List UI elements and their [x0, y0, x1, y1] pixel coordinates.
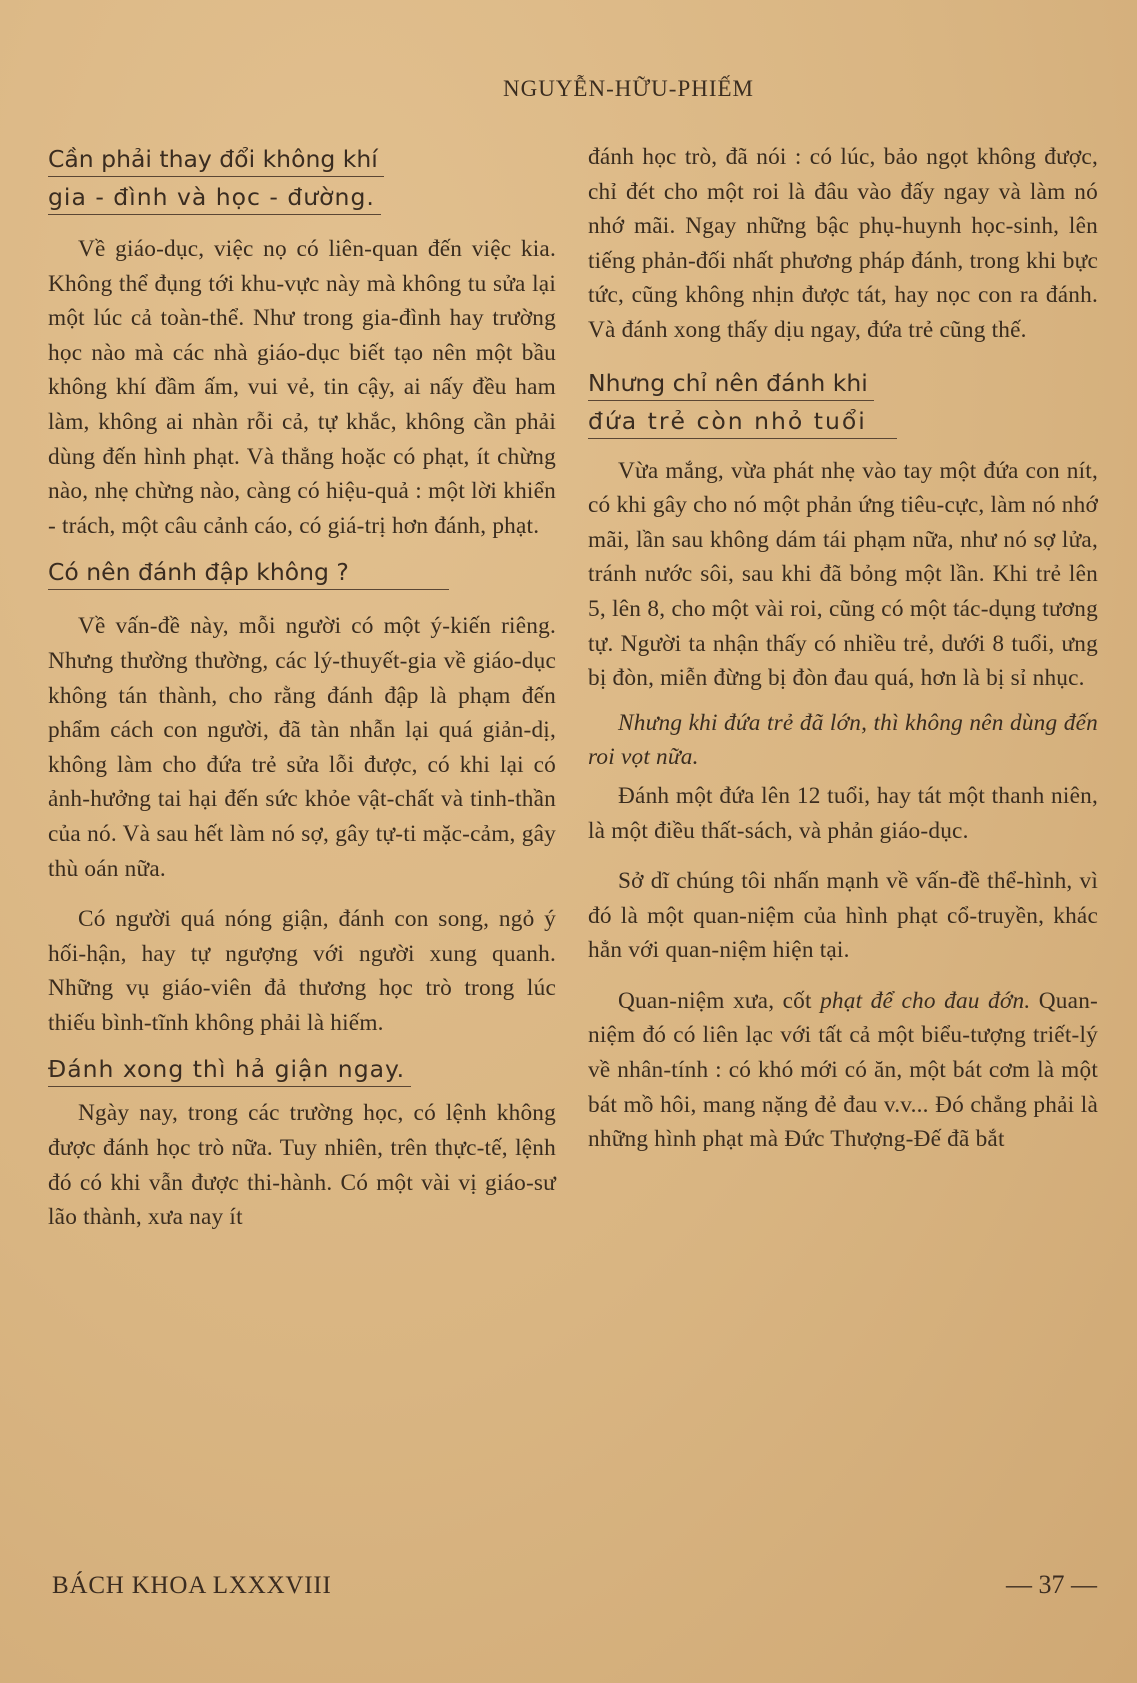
heading-line: Đánh xong thì hả giận ngay. [48, 1052, 411, 1087]
paragraph: Có người quá nóng giận, đánh con song, ngỏ ý hối-hận, hay tự ngượng với người xung quanh. Những vụ giáo-viên đả thương học trò trong lúc thiếu bình-tĩnh không phải là hiếm. [48, 906, 556, 1036]
heading-line: Cần phải thay đổi không khí [48, 142, 384, 177]
text-run: Quan-niệm đó có liên lạc với tất cả một biểu-tượng triết-lý về nhân-tính : có khó mới có ăn, một bát cơm là một bát mồ hôi, mang nặng đẻ đau v.v... Đó chẳng phải là những hình phạt mà Đức Thượng-Đế đã bắt [588, 987, 1098, 1153]
emphasis-text: phạt để cho đau đớn. [820, 987, 1031, 1014]
heading-line: đứa trẻ còn nhỏ tuổi [588, 404, 897, 439]
page-number: — 37 — [1006, 1570, 1097, 1599]
section-heading-1 [48, 140, 556, 216]
paragraph: Ngày nay, trong các trường học, có lệnh không được đánh học trò nữa. Tuy nhiên, trên thực-tế, lệnh đó có khi vẫn được thi-hành. Có một vài vị giáo-sư lão thành, xưa nay ít [48, 1100, 556, 1231]
paragraph: đánh học trò, đã nói : có lúc, bảo ngọt không được, chỉ đét cho một roi là đâu vào đấy ngay và làm nó nhớ mãi. Ngay những bậc phụ-huynh học-sinh, lên tiếng phản-đối nhất phương pháp đánh, trong khi bực tức, cũng không nhịn được tát, hay nọc con ra đánh. Và đánh xong thấy dịu ngay, đứa trẻ cũng thế. [588, 144, 1098, 343]
paragraph [588, 984, 1098, 1157]
left-column [48, 140, 556, 1245]
paragraph: Sở dĩ chúng tôi nhấn mạnh về vấn-đề thể-hình, vì đó là một quan-niệm của hình phạt cổ-truyền, khác hẳn với quan-niệm hiện tại. [588, 868, 1098, 964]
section-heading-4 [588, 364, 1098, 440]
running-head: NGUYỄN-HỮU-PHIẾM [502, 76, 755, 101]
heading-line: Nhưng chỉ nên đánh khi [588, 366, 874, 401]
right-column [588, 140, 1098, 1167]
paragraph: Vừa mắng, vừa phát nhẹ vào tay một đứa con nít, có khi gây cho nó một phản ứng tiêu-cực, làm nó nhớ mãi, lần sau không dám tái phạm nữa, như nó sợ lửa, tránh nước sôi, sau khi đã bỏng một lần. Khi trẻ lên 5, lên 8, cho một vài roi, cũng có một tác-dụng tương tự. Người ta nhận thấy có nhiều trẻ, dưới 8 tuổi, ưng bị đòn, miễn đừng bị đòn đau quá, hơn là bị sỉ nhục. [588, 457, 1098, 692]
paragraph: Về vấn-đề này, mỗi người có một ý-kiến riêng. Nhưng thường thường, các lý-thuyết-gia về giáo-dục không tán thành, cho rằng đánh đập là phạm đến phẩm cách con người, đã tàn nhẫn lại quá giản-dị, không làm cho đứa trẻ sửa lỗi được, có khi lại có ảnh-hưởng tai hại đến sức khỏe vật-chất và tinh-thần của nó. Và sau hết làm nó sợ, gây tự-ti mặc-cảm, gây thù oán nữa. [48, 613, 556, 882]
heading-line: Có nên đánh đập không ? [48, 555, 449, 590]
section-heading-3 [48, 1050, 556, 1088]
heading-line: gia - đình và học - đường. [48, 180, 381, 215]
italic-paragraph: Nhưng khi đứa trẻ đã lớn, thì không nên dùng đến roi vọt nữa. [588, 709, 1098, 771]
text-run: Quan-niệm xưa, cốt [618, 987, 821, 1014]
journal-footer: BÁCH KHOA LXXXVIII [52, 1572, 332, 1599]
section-heading-2 [48, 553, 556, 591]
paragraph: Về giáo-dục, việc nọ có liên-quan đến việc kia. Không thể đụng tới khu-vực này mà không tu sửa lại một lúc cả toàn-thể. Như trong gia-đình hay trường học nào mà các nhà giáo-dục biết tạo nên một bầu không khí đầm ấm, vui vẻ, tin cậy, ai nấy đều ham làm, không ai nhàn rỗi cả, tự khắc, không cần phải dùng đến hình phạt. Và thẳng hoặc có phạt, ít chừng nào, nhẹ chừng nào, càng có hiệu-quả : một lời khiển - trách, một câu cảnh cáo, có giá-trị hơn đánh, phạt. [48, 236, 556, 539]
paragraph: Đánh một đứa lên 12 tuổi, hay tát một thanh niên, là một điều thất-sách, và phản giáo-dục. [588, 782, 1098, 844]
